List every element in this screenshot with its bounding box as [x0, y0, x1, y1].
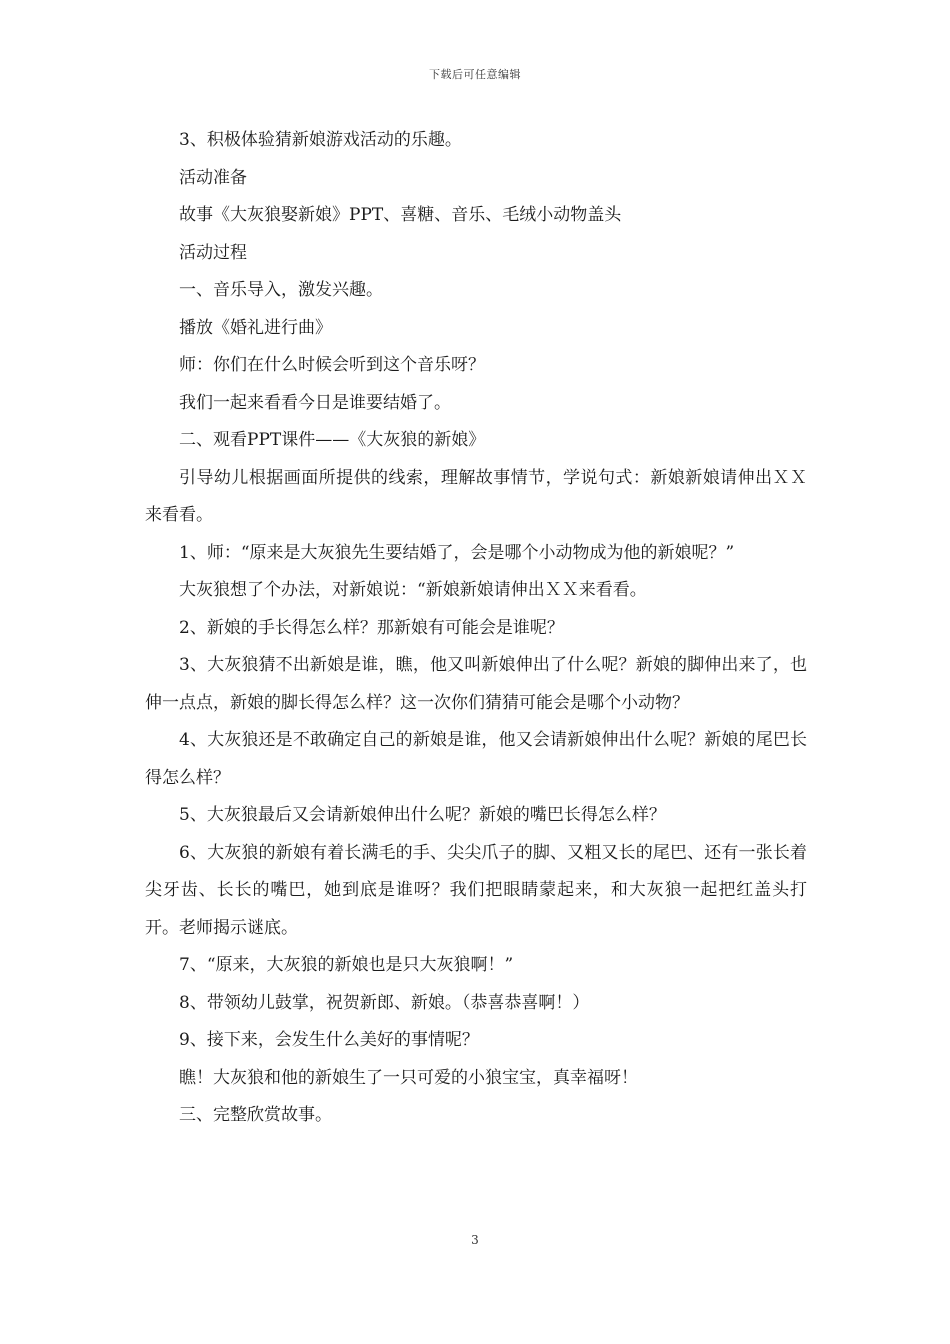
paragraph: 3、积极体验猜新娘游戏活动的乐趣。 — [179, 130, 462, 150]
paragraph: 2、新娘的手长得怎么样？那新娘有可能会是谁呢？ — [179, 617, 564, 638]
paragraph: 我们一起来看看今日是谁要结婚了。 — [179, 392, 451, 413]
paragraph: 一、音乐导入，激发兴趣。 — [179, 280, 383, 300]
paragraph: 9、接下来，会发生什么美好的事情呢？ — [179, 1030, 479, 1050]
page-number: 3 — [471, 1233, 479, 1247]
paragraph: 故事《大灰狼娶新娘》PPT、喜糖、音乐、毛绒小动物盖头 — [179, 205, 622, 225]
paragraph: 播放《婚礼进行曲》 — [179, 317, 332, 338]
paragraph: 6、大灰狼的新娘有着长满毛的手、尖尖爪子的脚、又粗又长的尾巴、还有一张长着尖牙齿、长长的嘴巴，她到底是谁呀？我们把眼睛蒙起来，和大灰狼一起把红盖头打开。老师揭示谜底。 — [145, 842, 807, 938]
paragraph: 三、完整欣赏故事。 — [179, 1105, 332, 1125]
paragraph: 二、观看PPT课件——《大灰狼的新娘》 — [179, 430, 486, 450]
section-heading: 活动过程 — [179, 242, 247, 263]
page-header: 下载后可任意编辑 — [429, 68, 521, 81]
paragraph: 3、大灰狼猜不出新娘是谁，瞧，他又叫新娘伸出了什么呢？新娘的脚伸出来了，也伸一点点，新娘的脚长得怎么样？这一次你们猜猜可能会是哪个小动物？ — [145, 655, 807, 713]
section-heading: 活动准备 — [179, 167, 247, 188]
paragraph: 4、大灰狼还是不敢确定自己的新娘是谁，他又会请新娘伸出什么呢？新娘的尾巴长得怎么样？ — [145, 730, 807, 788]
paragraph: 引导幼儿根据画面所提供的线索，理解故事情节，学说句式：新娘新娘请伸出ＸＸ来看看。 — [145, 467, 807, 525]
paragraph: 瞧！大灰狼和他的新娘生了一只可爱的小狼宝宝，真幸福呀！ — [179, 1067, 638, 1088]
paragraph: 大灰狼想了个办法，对新娘说：“新娘新娘请伸出ＸＸ来看看。 — [179, 580, 647, 600]
paragraph: 5、大灰狼最后又会请新娘伸出什么呢？新娘的嘴巴长得怎么样？ — [179, 805, 666, 825]
paragraph: 师：你们在什么时候会听到这个音乐呀？ — [179, 355, 485, 375]
paragraph: 1、师：“原来是大灰狼先生要结婚了，会是哪个小动物成为他的新娘呢？” — [179, 542, 735, 563]
document-body — [145, 122, 807, 1135]
paragraph: 8、带领幼儿鼓掌，祝贺新郎、新娘。（恭喜恭喜啊！） — [179, 992, 590, 1013]
paragraph: 7、“原来，大灰狼的新娘也是只大灰狼啊！” — [179, 955, 514, 975]
